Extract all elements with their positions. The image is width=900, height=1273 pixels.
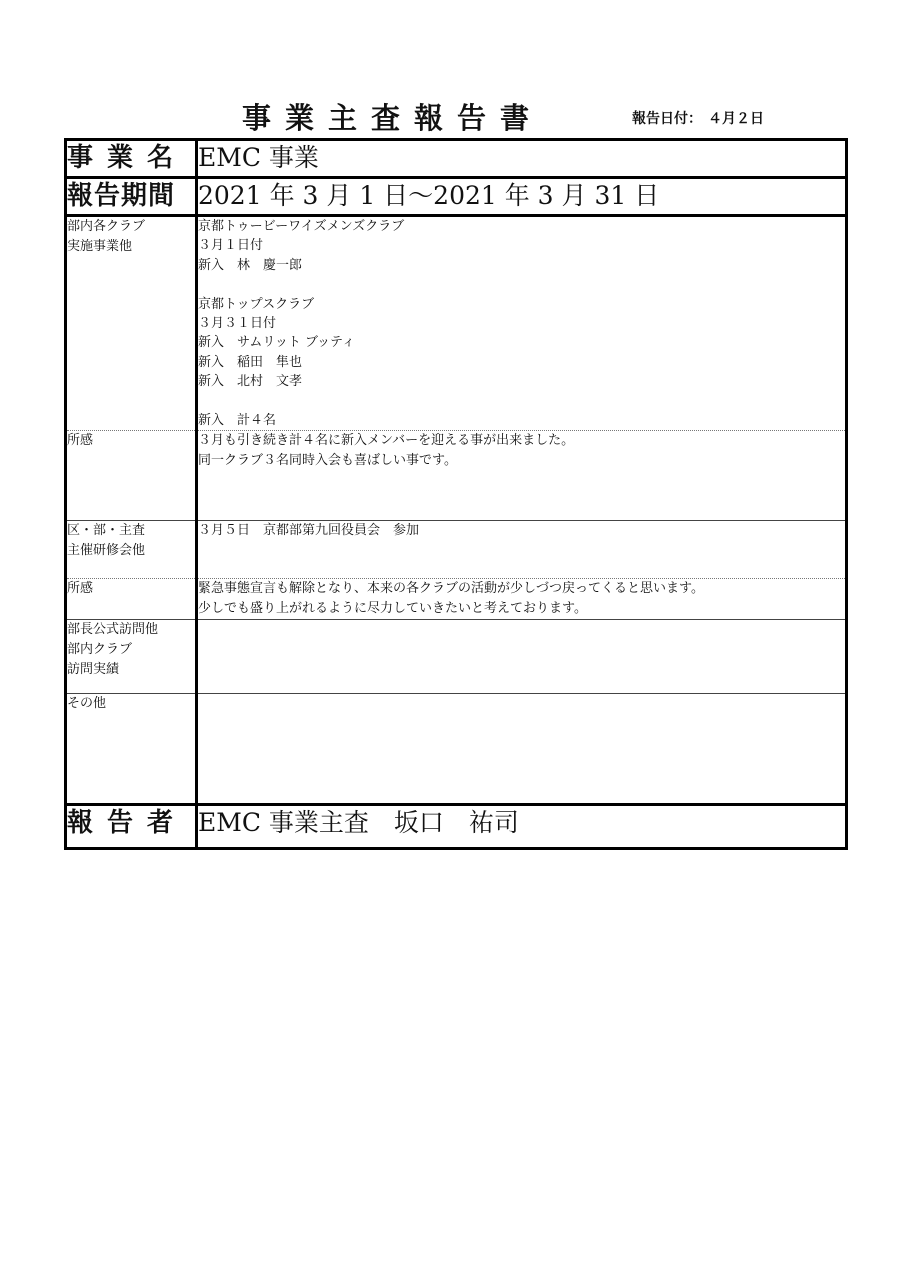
impressions-content-1	[197, 431, 847, 521]
content-line: 京都トゥービーワイズメンズクラブ	[198, 219, 405, 234]
content-line: 新入 北村 文孝	[198, 374, 303, 390]
club-activities-label: 部内各クラブ 実施事業他	[66, 216, 197, 431]
content-line: 京都トップスクラブ	[198, 296, 315, 312]
other-content	[197, 694, 847, 805]
content-line: 新入 サムリット ブッティ	[198, 335, 356, 351]
visits-label: 部長公式訪問他 部内クラブ 訪問実績	[66, 620, 197, 694]
visits-row	[66, 620, 847, 694]
club-activities-row	[66, 216, 847, 431]
business-name-value: EMC 事業	[197, 140, 847, 178]
impressions-label-2: 所感	[66, 579, 197, 620]
training-content	[197, 521, 847, 579]
training-label: 区・部・主査 主催研修会他	[66, 521, 197, 579]
report-period-row	[66, 178, 847, 216]
report-date-value: ４月２日	[708, 111, 764, 127]
impressions-row-2	[66, 579, 847, 620]
reporter-value: EMC 事業主査 坂口 祐司	[198, 808, 519, 838]
visits-content	[197, 620, 847, 694]
other-row	[66, 694, 847, 805]
impressions-content-2	[197, 579, 847, 620]
reporter-row	[66, 805, 847, 849]
content-line: 新入 稲田 隼也	[198, 354, 303, 370]
content-line: 緊急事態宣言も解除となり、本来の各クラブの活動が少しづつ戻ってくると思います。	[198, 581, 704, 597]
report-period-label: 報告期間	[66, 178, 197, 216]
content-line: 同一クラブ３名同時入会も喜ばしい事です。	[198, 452, 457, 468]
business-name-label: 事業名	[66, 140, 197, 178]
other-label: その他	[66, 694, 197, 805]
content-line: 少しでも盛り上がれるように尽力していきたいと考えております。	[198, 600, 587, 616]
content-line	[198, 392, 845, 411]
report-period-value: 2021 年 3 月 1 日～2021 年 3 月 31 日	[197, 178, 847, 216]
content-line: ３月１日付	[198, 238, 264, 254]
report-date-label: 報告日付：	[632, 111, 702, 127]
content-line: ３月５日 京都部第九回役員会 参加	[198, 523, 420, 539]
training-row	[66, 521, 847, 579]
impressions-label-1: 所感	[66, 431, 197, 521]
content-line: 新入 計４名	[198, 413, 277, 429]
content-line: ３月３１日付	[198, 316, 277, 332]
content-line: ３月も引き続き計４名に新入メンバーを迎える事が出来ました。	[198, 433, 575, 449]
reporter-label: 報告者	[66, 805, 197, 849]
business-name-row	[66, 140, 847, 178]
report-table	[64, 138, 848, 850]
content-line: 新入 林 慶一郎	[198, 257, 303, 273]
report-date	[632, 108, 764, 128]
content-line	[198, 275, 845, 294]
club-activities-content	[197, 216, 847, 431]
impressions-row-1	[66, 431, 847, 521]
document-title: 事業主査報告書	[242, 101, 544, 135]
